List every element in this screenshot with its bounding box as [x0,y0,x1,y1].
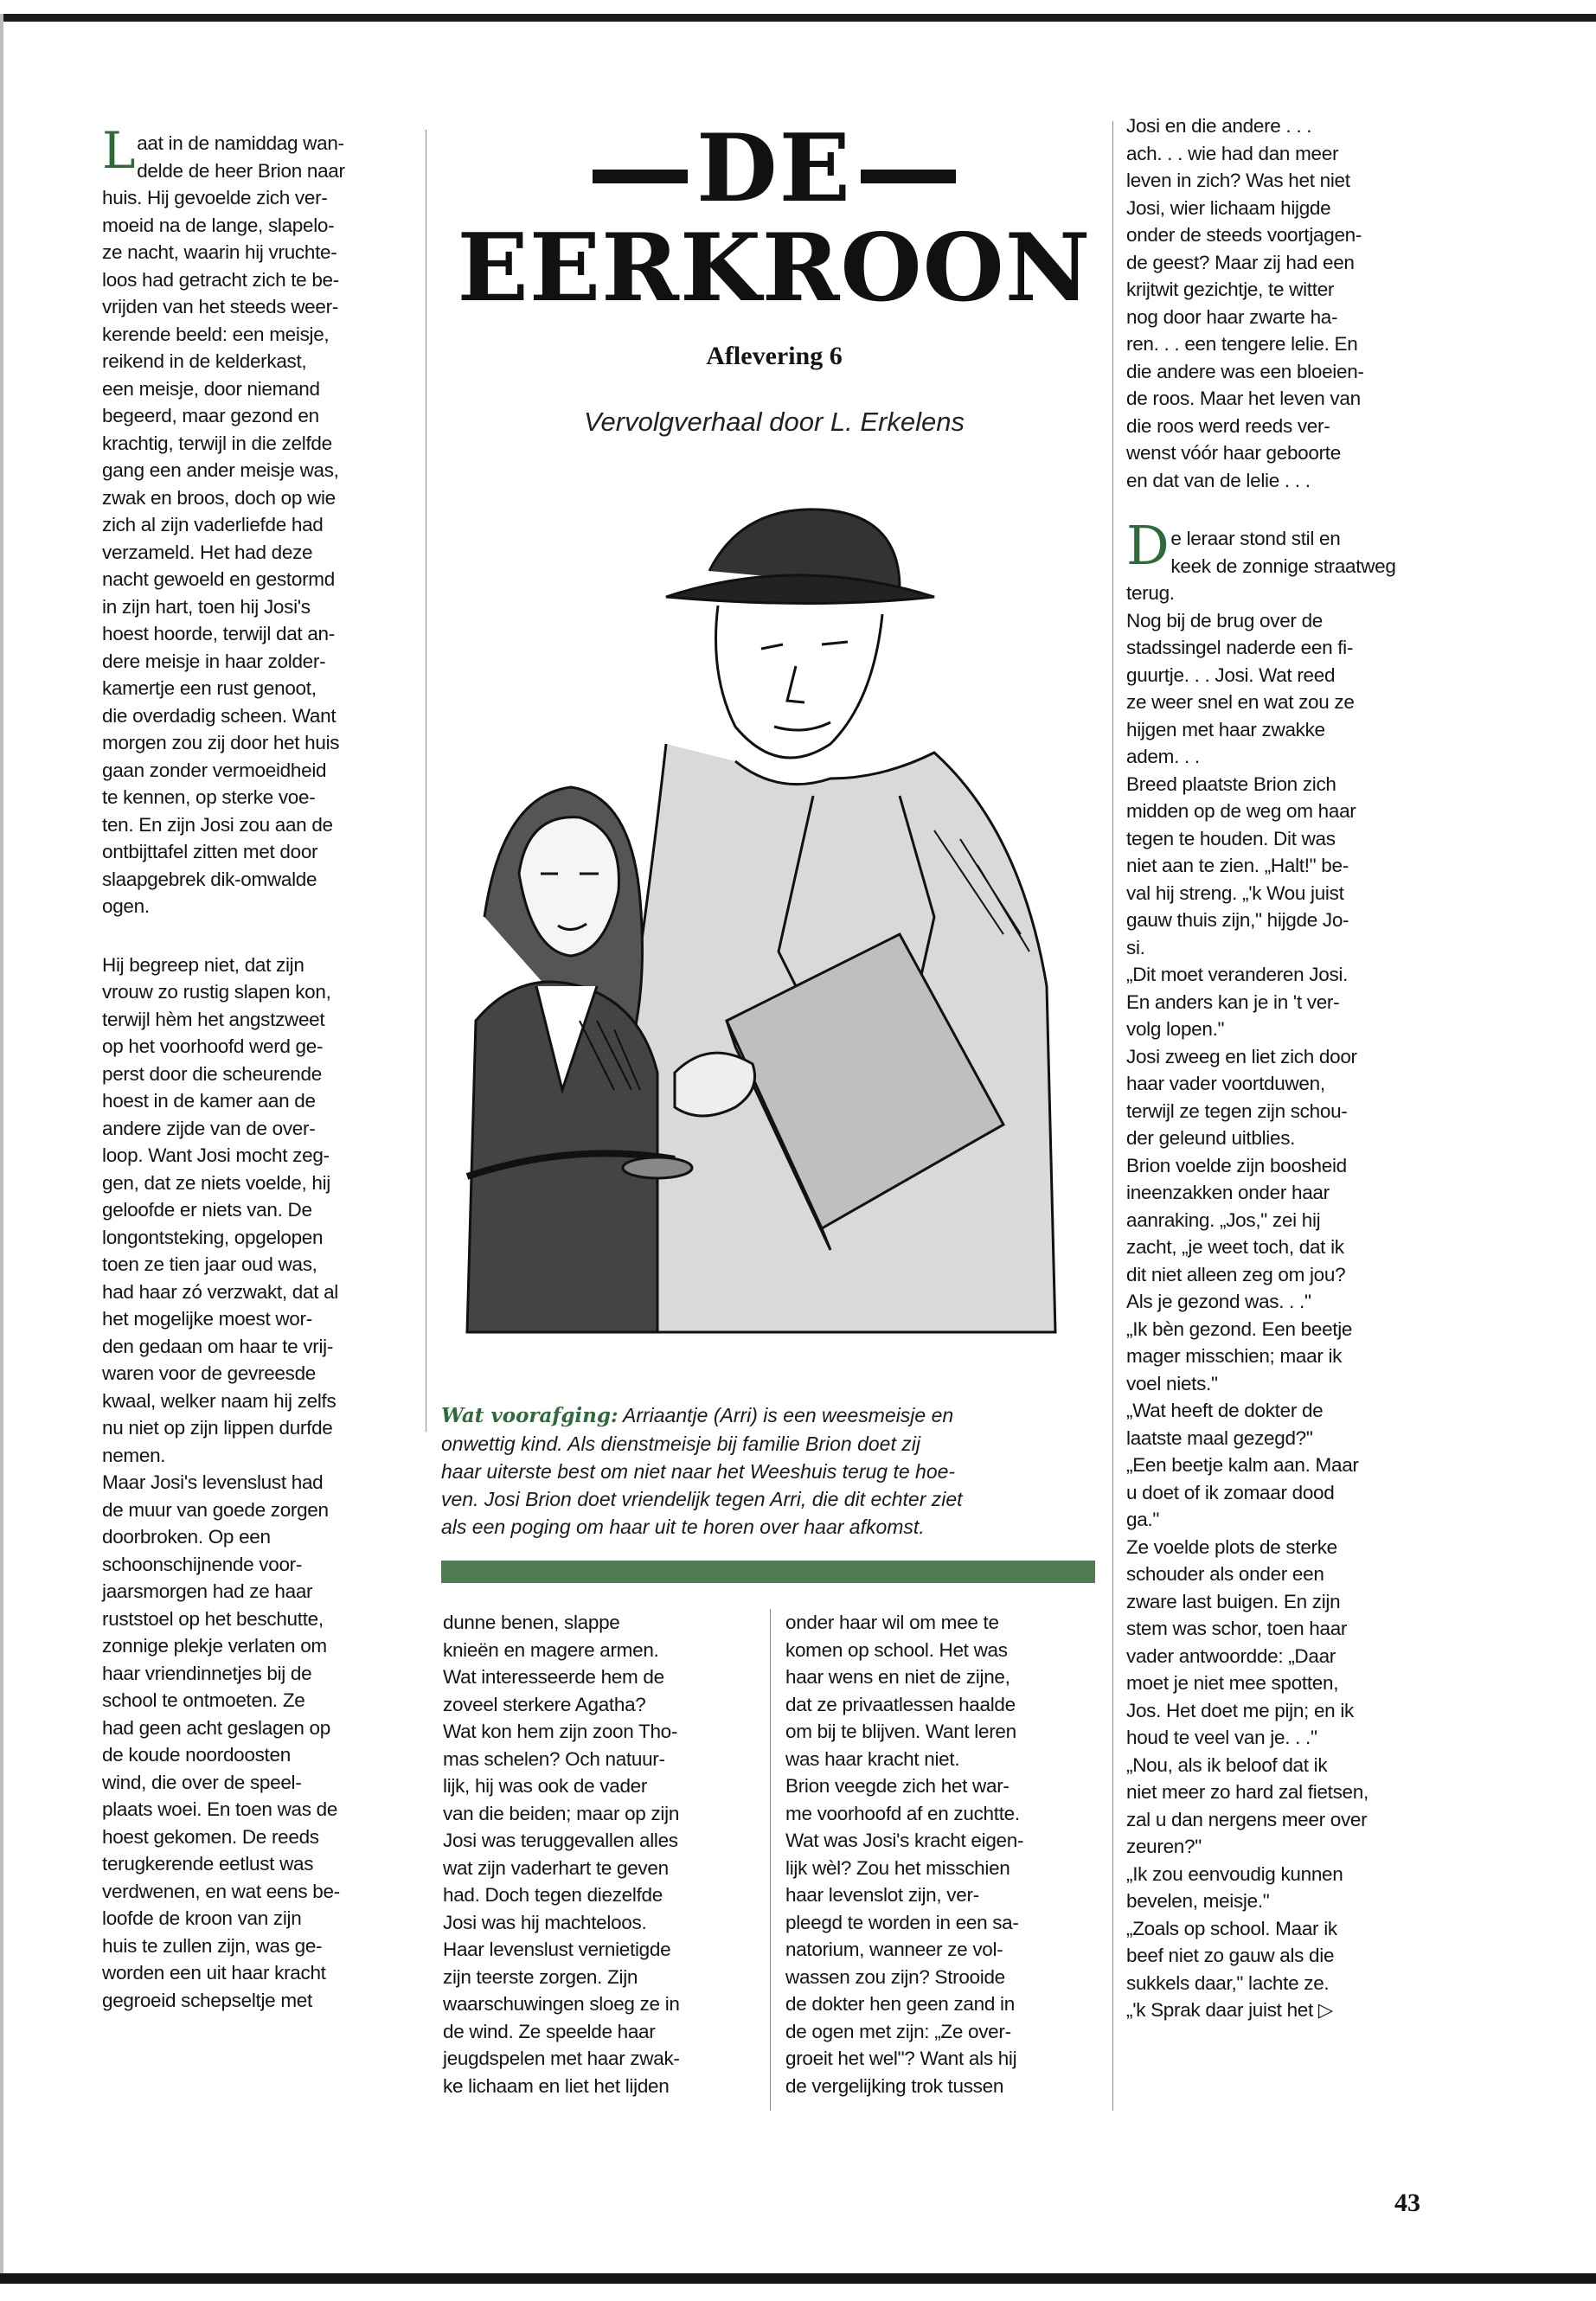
text-line: adem. . . [1126,746,1200,767]
text-line: wind, die over de speel- [102,1771,302,1793]
text-line: ten. En zijn Josi zou aan de [102,813,333,836]
text-line: nu niet op zijn lippen durfde [102,1417,333,1439]
text-line: natorium, wanneer ze vol- [785,1939,1003,1960]
title-dash-right [861,170,956,183]
text-line: Wat interesseerde hem de [443,1666,664,1688]
text-line: Maar Josi's levenslust had [102,1471,324,1493]
text-line: ze weer snel en wat zou ze [1126,691,1355,713]
text-line: si. [1126,936,1145,958]
text-line: mager misschien; maar ik [1126,1345,1343,1367]
text-line: bevelen, meisje." [1126,1890,1270,1912]
text-line: verdwenen, en wat eens be- [102,1880,340,1902]
col4-p1-lines [1126,112,1464,494]
text-line: niet meer zo hard zal fietsen, [1126,1781,1368,1803]
text-line: hoest hoorde, terwijl dat an- [102,623,335,644]
top-rule [0,14,1596,22]
col4-p2-lines [1126,553,1464,2024]
col2-lines [443,1609,754,2099]
text-line: huis. Hij gevoelde zich ver- [102,187,328,208]
text-line: guurtje. . . Josi. Wat reed [1126,663,1336,686]
text-line: zeuren?" [1126,1836,1202,1857]
byline: Vervolgverhaal door L. Erkelens [584,407,965,437]
text-line: moeid na de lange, slapelo- [102,214,335,236]
text-line: dere meisje in haar zolder- [102,650,326,672]
text-line: ineenzakken onder haar [1126,1182,1330,1203]
article-header [454,114,1094,323]
text-line: gen, dat ze niets voelde, hij [102,1171,330,1194]
text-line: toen ze tien jaar oud was, [102,1253,317,1275]
text-line: jeugdspelen met haar zwak- [443,2048,680,2069]
text-line: En anders kan je in 't ver- [1126,990,1340,1013]
text-line: de vergelijking trok tussen [785,2074,1004,2097]
text-line: gauw thuis zijn," hijgde Jo- [1126,909,1349,931]
text-line: loop. Want Josi mocht zeg- [102,1144,330,1166]
text-line: mas schelen? Och natuur- [443,1747,665,1770]
text-line: der geleund uitblies. [1126,1127,1296,1149]
text-line: het mogelijke moest wor- [102,1308,312,1330]
page-number: 43 [1394,2189,1420,2217]
text-line: morgen zou zij door het huis [102,732,340,753]
column-separator-2 [770,1609,771,2111]
text-line: de dokter hen geen zand in [785,1993,1015,2015]
text-line: niet aan te zien. „Halt!" be- [1126,855,1349,876]
text-line: geloofde er niets van. De [102,1199,312,1221]
text-line: nemen. [102,1444,166,1466]
text-line: tegen te houden. Dit was [1126,827,1336,849]
text-line: keek de zonnige straatweg [1170,554,1396,577]
text-line: die andere was een bloeien- [1126,360,1364,382]
text-line: terwijl hèm het angstzweet [102,1008,325,1030]
episode-label: Aflevering 6 [706,342,843,370]
text-line: den gedaan om haar te vrij- [102,1335,334,1357]
caption-line: als een poging om haar uit te horen over haar afkomst. [441,1516,925,1538]
text-line: Nog bij de brug over de [1126,609,1323,631]
text-line: de roos. Maar het leven van [1126,388,1361,409]
drop-cap-d: D [1126,514,1170,577]
text-line: kerende beeld: een meisje, [102,323,330,345]
text-line: die overdadig scheen. Want [102,704,337,727]
text-line: vader antwoordde: „Daar [1126,1644,1336,1667]
text-line: zacht, „je weet toch, dat ik [1126,1236,1344,1258]
text-line: lijk, hij was ook de vader [443,1775,648,1797]
text-line: „Dit moet veranderen Josi. [1126,964,1349,985]
text-line: onder haar wil om mee te [785,1612,999,1633]
text-line: haar levenslot zijn, ver- [785,1884,979,1906]
text-line: aanraking. „Jos," zei hij [1126,1208,1321,1231]
text-line: haar vader voortduwen, [1126,1073,1325,1094]
synopsis-caption [441,1401,1099,1541]
text-line: vrijden van het steeds weer- [102,296,338,317]
text-line: hoest in de kamer aan de [102,1090,316,1112]
text-line: reikend in de kelderkast, [102,350,307,372]
text-line: perst door die scheurende [102,1062,322,1085]
text-line: wat zijn vaderhart te geven [443,1856,669,1879]
caption-line: Arriaantje (Arri) is een weesmeisje en [618,1404,954,1426]
text-line: zware last buigen. En zijn [1126,1590,1341,1612]
text-line: slaapgebrek dik-omwalde [102,868,317,890]
text-line: Josi was teruggevallen alles [443,1830,678,1851]
drop-cap-l: L [102,121,136,180]
text-line: „Een beetje kalm aan. Maar [1126,1454,1359,1476]
column-2 [443,1609,754,2099]
illustration-image [450,467,1090,1367]
text-line: Breed plaatste Brion zich [1126,772,1336,795]
caption-lead: Wat voorafging: [441,1404,619,1427]
text-line: gaan zonder vermoeidheid [102,759,327,781]
col4-paragraph-1 [1126,112,1464,494]
text-line: komen op school. Het was [785,1638,1008,1661]
text-line: delde de heer Brion naar [137,159,345,182]
text-line: zoveel sterkere Agatha? [443,1693,646,1715]
caption-line: onwettig kind. Als dienstmeisje bij familie Brion doet zij [441,1433,920,1455]
title-word-de: DE [696,114,852,223]
text-line: krachtig, terwijl in die zelfde [102,432,332,454]
text-line: val hij streng. „'k Wou juist [1126,881,1344,904]
text-line: de muur van goede zorgen [102,1498,329,1521]
title-top [454,114,1094,223]
column-separator-3 [1112,121,1113,2111]
text-line: ruststoel op het beschutte, [102,1607,324,1630]
text-line: leven in zich? Was het niet [1126,170,1350,191]
text-line: waren voor de gevreesde [102,1362,317,1384]
text-line: u doet of ik zomaar dood [1126,1481,1335,1503]
text-line: haar vriendinnetjes bij de [102,1662,312,1684]
column-1 [102,121,422,2045]
caption-line: ven. Josi Brion doet vriendelijk tegen Arri, die dit echter ziet [441,1488,963,1510]
text-line: begeerd, maar gezond en [102,405,319,426]
text-line: laatste maal gezegd?" [1126,1426,1313,1449]
text-line: wassen zou zijn? Strooide [785,1965,1005,1988]
text-line: ach. . . wie had dan meer [1126,142,1339,164]
text-line: houd te veel van je. . ." [1126,1727,1317,1748]
text-line: krijtwit gezichtje, te witter [1126,279,1335,300]
text-line: knieën en magere armen. [443,1638,659,1661]
text-line: Josi en die andere . . . [1126,115,1312,137]
text-line: doorbroken. Op een [102,1526,271,1548]
col1-paragraph-2 [102,952,422,2015]
text-line: van die beiden; maar op zijn [443,1802,680,1824]
text-line: de koude noordoosten [102,1744,291,1766]
text-line: die roos werd reeds ver- [1126,414,1330,437]
text-line: ke lichaam en liet het lijden [443,2074,670,2097]
text-line: hoest gekomen. De reeds [102,1825,319,1848]
page-edge [0,14,3,2280]
text-line: dat ze privaatlessen haalde [785,1693,1016,1715]
text-line: op het voorhoofd werd ge- [102,1035,324,1057]
text-line: „Ik bèn gezond. Een beetje [1126,1317,1353,1340]
text-line: nog door haar zwarte ha- [1126,305,1338,328]
text-line: Josi was hij machteloos. [443,1911,647,1933]
text-line: te kennen, op sterke voe- [102,786,316,808]
text-line: nacht gewoeld en gestormd [102,568,335,590]
text-line: lijk wèl? Zou het misschien [785,1856,1010,1879]
text-line: volg lopen." [1126,1018,1225,1040]
text-line: Haar levenslust vernietigde [443,1939,671,1960]
text-line: terugkerende eetlust was [102,1853,314,1875]
text-line: een meisje, door niemand [102,377,320,400]
bottom-rule [0,2273,1596,2284]
text-line: de geest? Maar zij had een [1126,251,1355,273]
page-title: EERKROON [457,214,1092,323]
text-line: zal u dan nergens meer over [1126,1808,1368,1830]
col1-p1-lines [102,157,422,920]
text-line: ze nacht, waarin hij vruchte- [102,241,337,263]
text-line: loofde de kroon van zijn [102,1907,302,1929]
col3-lines [785,1609,1106,2099]
text-line: andere zijde van de over- [102,1117,316,1139]
text-line: Brion veegde zich het war- [785,1775,1010,1797]
text-line: ga." [1126,1509,1160,1530]
text-line: wenst vóór haar geboorte [1126,442,1341,464]
text-line: longontsteking, opgelopen [102,1226,324,1248]
text-line: midden op de weg om haar [1126,800,1356,822]
text-line: Wat kon hem zijn zoon Tho- [443,1721,678,1742]
text-line: de ogen met zijn: „Ze over- [785,2020,1011,2042]
text-line: en dat van de lelie . . . [1126,469,1311,491]
col1-p1-first-line: aat in de namiddag wan- [137,132,344,154]
text-line: stadssingel naderde een fi- [1126,637,1354,658]
text-line: schouder als onder een [1126,1563,1324,1585]
text-line: Hij begreep niet, dat zijn [102,953,304,976]
text-line: pleegd te worden in een sa- [785,1911,1019,1933]
text-line: Jos. Het doet me pijn; en ik [1126,1699,1354,1721]
col4-p2-first-line: e leraar stond stil en [1170,528,1341,549]
text-line: kwaal, welker naam hij zelfs [102,1389,337,1412]
text-line: zwak en broos, doch op wie [102,486,336,509]
text-line: sukkels daar," lachte ze. [1126,1971,1330,1994]
text-line: om bij te blijven. Want leren [785,1721,1016,1742]
column-4 [1126,112,1464,2055]
text-line: verzameld. Het had deze [102,541,313,563]
text-line: loos had getracht zich te be- [102,268,339,291]
title-dash-left [593,170,688,183]
text-line: huis te zullen zijn, was ge- [102,1934,323,1957]
text-line: was haar kracht niet. [785,1747,960,1770]
caption-line: haar uiterste best om niet naar het Weeshuis terug te hoe- [441,1460,956,1483]
column-3 [785,1609,1106,2099]
text-line: zich al zijn vaderliefde had [102,514,324,535]
text-line: groeit het wel"? Want als hij [785,2048,1017,2069]
text-line: terwijl ze tegen zijn schou- [1126,1099,1348,1122]
text-line: dit niet alleen zeg om jou? [1126,1263,1346,1285]
green-divider-bar [441,1561,1095,1583]
text-line: gegroeid schepseltje met [102,1989,312,2011]
text-line: hijgen met haar zwakke [1126,718,1325,740]
text-line: terug. [1126,582,1175,604]
text-line: Als je gezond was. . ." [1126,1291,1311,1312]
text-line: plaats woei. En toen was de [102,1798,338,1820]
text-line: zonnige plekje verlaten om [102,1635,327,1657]
text-line: Ze voelde plots de sterke [1126,1535,1337,1558]
text-line: Josi, wier lichaam hijgde [1126,196,1331,219]
col1-p2-lines [102,952,422,2015]
text-line: dunne benen, slappe [443,1612,620,1633]
text-line: „Wat heeft de dokter de [1126,1400,1324,1421]
text-line: „'k Sprak daar juist het ▷ [1126,1999,1333,2021]
text-line: had. Doch tegen diezelfde [443,1884,663,1906]
text-line: Wat was Josi's kracht eigen- [785,1830,1024,1851]
text-line: me voorhoofd af en zuchtte. [785,1802,1020,1824]
text-line: had haar zó verzwakt, dat al [102,1280,339,1303]
text-line: „Nou, als ik beloof dat ik [1126,1753,1328,1776]
col4-paragraph-2 [1126,514,1464,2024]
text-line: in zijn hart, toen hij Josi's [102,595,311,618]
text-line: haar wens en niet de zijne, [785,1666,1010,1688]
text-line: de wind. Ze speelde haar [443,2020,656,2042]
text-line: school te ontmoeten. Ze [102,1689,305,1711]
text-line: Josi zweeg en liet zich door [1126,1045,1357,1067]
text-line: ontbijttafel zitten met door [102,841,318,862]
text-line: stem was schor, toen haar [1126,1618,1348,1639]
text-line: had geen acht geslagen op [102,1716,330,1739]
text-line: moet je niet mee spotten, [1126,1672,1339,1694]
col1-paragraph-1 [102,121,422,920]
text-line: ogen. [102,895,150,917]
text-line: vrouw zo rustig slapen kon, [102,981,331,1003]
text-line: „Zoals op school. Maar ik [1126,1917,1337,1939]
text-line: gang een ander meisje was, [102,459,339,481]
text-line: worden een uit haar kracht [102,1962,326,1984]
text-line: onder de steeds voortjagen- [1126,224,1362,246]
text-line: voel niets." [1126,1372,1218,1394]
text-line: schoonschijnende voor- [102,1553,303,1575]
text-line: waarschuwingen sloeg ze in [443,1993,680,2015]
text-line: „Ik zou eenvoudig kunnen [1126,1862,1343,1885]
text-line: ren. . . een tengere lelie. En [1126,333,1358,355]
text-line: beef niet zo gauw als die [1126,1945,1335,1966]
text-line: kamertje een rust genoot, [102,677,317,699]
text-line: Brion voelde zijn boosheid [1126,1154,1347,1176]
text-line: zijn teerste zorgen. Zijn [443,1965,638,1988]
text-line: jaarsmorgen had ze haar [102,1580,313,1602]
